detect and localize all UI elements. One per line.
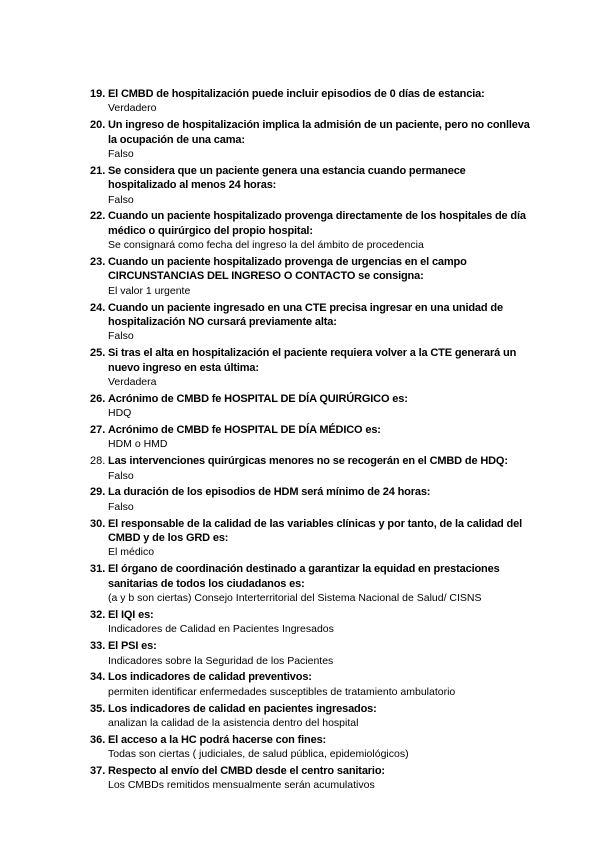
question-number: 35. [90, 702, 106, 715]
question-item [90, 454, 530, 483]
question-item [90, 562, 530, 605]
question-text: Si tras el alta en hospitalización el paciente requiera volver a la CTE generará un nuevo ingreso en esta última: [108, 347, 517, 374]
question-text: El órgano de coordinación destinado a garantizar la equidad en prestaciones sanitarias de todos los ciudadanos es: [108, 563, 500, 590]
answer-text: permiten identificar enfermedades susceptibles de tratamiento ambulatorio [108, 685, 456, 698]
answer-text: Indicadores de Calidad en Pacientes Ingresados [108, 623, 334, 636]
question-text: El responsable de la calidad de las variables clínicas y por tanto, de la calidad del CMBD y de los GRD es: [108, 517, 522, 545]
answer-text: Verdadero [108, 102, 157, 115]
question-text: Acrónimo de CMBD fe HOSPITAL DE DÍA QUIRÚRGICO es: [108, 392, 408, 405]
answer-text: HDM o HMD [108, 438, 168, 451]
answer-text: HDQ [108, 407, 132, 420]
answer-text: Falso [108, 330, 134, 343]
answer-text: Se consignará como fecha del ingreso la del ámbito de procedencia [108, 239, 424, 252]
question-number: 37. [90, 764, 106, 777]
question-number: 26. [90, 392, 106, 405]
question-text: Se considera que un paciente genera una estancia cuando permanece hospitalizado al menos 24 horas: [108, 164, 466, 192]
question-item [90, 346, 530, 389]
question-item [90, 164, 530, 207]
question-number: 30. [90, 517, 106, 530]
answer-text: Indicadores sobre la Seguridad de los Pacientes [108, 654, 334, 667]
question-text: El CMBD de hospitalización puede incluir episodios de 0 días de estancia: [108, 88, 485, 100]
question-number: 24. [90, 301, 106, 314]
answer-text: Todas son ciertas ( judiciales, de salud pública, epidemiológicos) [108, 748, 409, 761]
question-text: Cuando un paciente ingresado en una CTE precisa ingresar en una unidad de hospitalización NO cursará previamente alta: [108, 301, 503, 329]
answer-text: analizan la calidad de la asistencia dentro del hospital [108, 716, 359, 729]
question-text: Los indicadores de calidad preventivos: [108, 671, 312, 684]
question-item [90, 255, 530, 298]
question-number: 31. [90, 563, 106, 576]
answer-text: Los CMBDs remitidos mensualmente serán acumulativos [108, 779, 375, 792]
question-number: 36. [90, 733, 106, 746]
question-item [90, 733, 530, 762]
question-number: 20. [90, 119, 106, 132]
question-item [90, 423, 530, 452]
answer-text: Falso [108, 469, 134, 482]
answer-text: El médico [108, 546, 155, 559]
question-text: Los indicadores de calidad en pacientes ingresados: [108, 702, 377, 715]
question-item [90, 702, 530, 731]
question-item [90, 670, 530, 699]
question-item [90, 639, 530, 668]
question-item [90, 608, 530, 637]
question-number: 23. [90, 256, 106, 269]
question-number: 22. [90, 210, 106, 223]
question-text: Acrónimo de CMBD fe HOSPITAL DE DÍA MÉDICO es: [108, 424, 381, 437]
question-number: 25. [90, 347, 106, 360]
answer-text: Verdadera [108, 376, 157, 389]
question-item [90, 485, 530, 514]
question-item [90, 764, 530, 793]
question-number: 34. [90, 671, 106, 684]
question-text: Cuando un paciente hospitalizado provenga de urgencias en el campo CIRCUNSTANCIAS DEL INGRESO O CONTACTO se consigna: [108, 256, 467, 283]
question-number: 32. [90, 608, 106, 621]
answer-text: Falso [108, 193, 134, 206]
question-text: Respecto al envío del CMBD desde el centro sanitario: [108, 764, 385, 777]
question-text: El PSI es: [108, 640, 157, 653]
answer-text: (a y b son ciertas) Consejo Interterritorial del Sistema Nacional de Salud/ CISNS [108, 592, 482, 605]
question-item [90, 392, 530, 421]
answer-text: El valor 1 urgente [108, 284, 191, 297]
question-number: 27. [90, 424, 106, 437]
question-number: 21. [90, 164, 106, 177]
question-text: El IQI es: [108, 608, 154, 621]
question-number: 29. [90, 486, 106, 499]
question-item [90, 87, 530, 116]
question-number: 19. [90, 88, 106, 100]
question-number: 33. [90, 640, 106, 653]
question-text: El acceso a la HC podrá hacerse con fines: [108, 733, 327, 746]
question-text: Cuando un paciente hospitalizado provenga directamente de los hospitales de día médico o quirúrgico del propio hospital: [108, 210, 526, 237]
question-text: Un ingreso de hospitalización implica la admisión de un paciente, pero no conlleva la ocupación de una cama: [108, 119, 530, 146]
question-item [90, 517, 530, 560]
answer-text: Falso [108, 148, 134, 161]
question-item [90, 301, 530, 344]
question-item [90, 209, 530, 252]
question-item [90, 118, 530, 161]
question-number: 28. [90, 455, 106, 468]
question-text: Las intervenciones quirúrgicas menores no se recogerán en el CMBD de HDQ: [108, 455, 508, 468]
question-list [90, 87, 530, 795]
question-text: La duración de los episodios de HDM será mínimo de 24 horas: [108, 486, 431, 499]
answer-text: Falso [108, 500, 134, 513]
